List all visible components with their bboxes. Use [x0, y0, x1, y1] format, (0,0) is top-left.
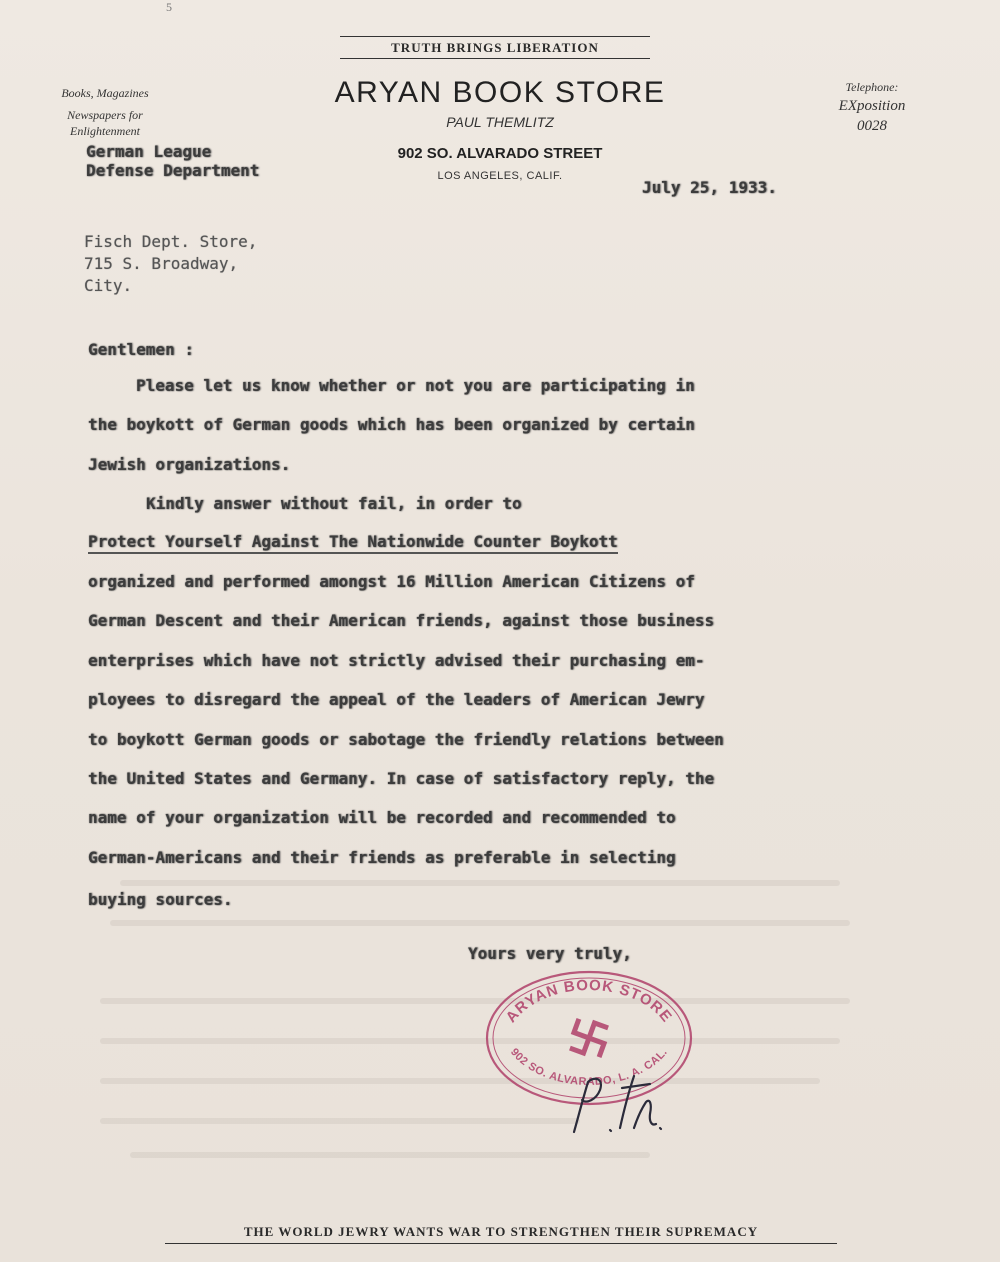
city-address: LOS ANGELES, CALIF. — [437, 170, 563, 182]
body-line: the United States and Germany. In case of satisfactory reply, the — [88, 769, 715, 788]
stamp-emblem — [568, 1017, 609, 1058]
body-line: organized and performed amongst 16 Million American Citizens of — [88, 572, 695, 591]
body-line: buying sources. — [88, 890, 233, 909]
recipient-line-2: 715 S. Broadway, — [84, 254, 239, 273]
letter-date: July 25, 1933. — [642, 178, 777, 197]
bleed-through-mark — [100, 1078, 820, 1084]
phone-exchange: EXposition — [838, 98, 906, 114]
street-address: 902 SO. ALVARADO STREET — [397, 145, 603, 162]
left-note-line-1: Books, Magazines — [61, 86, 149, 100]
body-line: the boykott of German goods which has been organized by certain — [88, 415, 695, 434]
phone-number: 0028 — [857, 118, 887, 134]
body-line: German Descent and their American friends, against those business — [88, 611, 715, 630]
closing: Yours very truly, — [468, 944, 632, 963]
body-line: enterprises which have not strictly advised their purchasing em- — [88, 651, 705, 670]
department-line-1: German League — [86, 142, 212, 161]
phone-label: Telephone: — [845, 80, 899, 94]
left-note-line-2: Newspapers for — [67, 108, 143, 122]
body-line: ployees to disregard the appeal of the leaders of American Jewry — [88, 690, 705, 709]
bleed-through-mark — [100, 1038, 840, 1044]
handwritten-signature — [560, 1070, 670, 1140]
bleed-through-mark — [120, 880, 840, 886]
bottom-motto: THE WORLD JEWRY WANTS WAR TO STRENGTHEN THEIR SUPREMACY — [165, 1224, 837, 1244]
body-line: Kindly answer without fail, in order to — [146, 494, 522, 513]
top-motto: TRUTH BRINGS LIBERATION — [340, 36, 650, 59]
body-line: to boykott German goods or sabotage the friendly relations between — [88, 730, 724, 749]
body-line: Jewish organizations. — [88, 455, 291, 474]
body-line: Please let us know whether or not you are participating in — [136, 376, 695, 395]
recipient-line-1: Fisch Dept. Store, — [84, 232, 258, 251]
proprietor-name: PAUL THEMLITZ — [446, 114, 554, 130]
left-note-line-3: Enlightenment — [70, 124, 140, 138]
underlined-body-line: Protect Yourself Against The Nationwide Counter Boykott — [88, 532, 618, 554]
bleed-through-mark — [110, 920, 850, 926]
store-name: ARYAN BOOK STORE — [334, 76, 666, 109]
recipient-line-3: City. — [84, 276, 133, 295]
page-number: 5 — [166, 0, 172, 14]
department-line-2: Defense Department — [86, 161, 260, 180]
stamp-bottom-text: 902 SO. ALVARADO, L. A. CAL. — [508, 1046, 670, 1089]
body-line: German-Americans and their friends as preferable in selecting — [88, 848, 676, 867]
bleed-through-mark — [100, 1118, 580, 1124]
body-line: name of your organization will be recorded and recommended to — [88, 808, 676, 827]
bleed-through-mark — [130, 1152, 650, 1158]
salutation: Gentlemen : — [88, 340, 194, 359]
stamp-top-text: ARYAN BOOK STORE — [502, 976, 676, 1026]
bleed-through-mark — [100, 998, 850, 1004]
